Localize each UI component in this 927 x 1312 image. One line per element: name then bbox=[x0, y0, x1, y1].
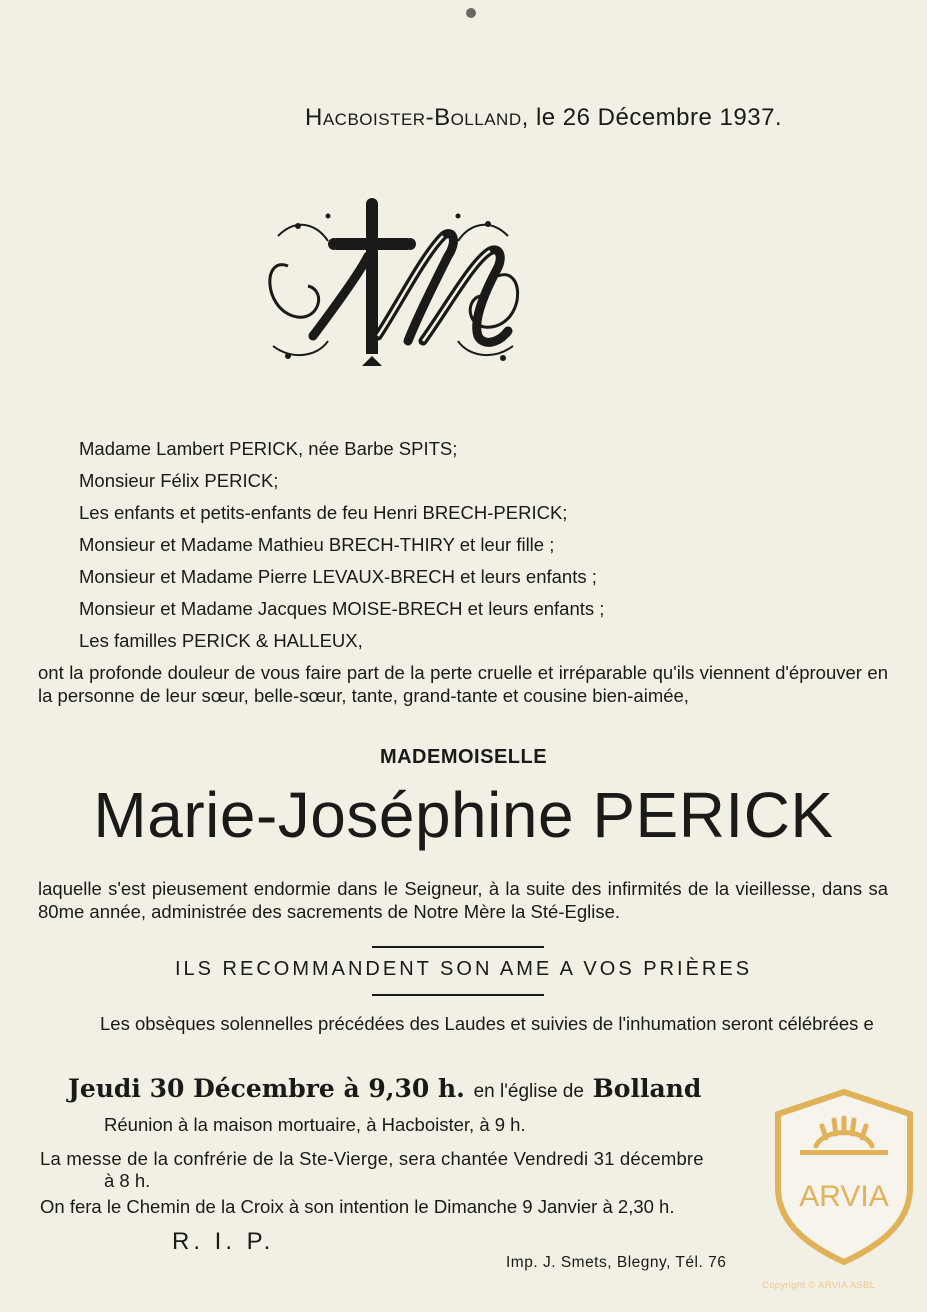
divider-top bbox=[372, 946, 544, 948]
family-line-3: Les enfants et petits-enfants de feu Henri BRECH-PERICK; bbox=[79, 502, 568, 523]
death-paragraph: laquelle s'est pieusement endormie dans le Seigneur, à la suite des infirmités de la vieillesse, dans sa 80me année, administrée des sacrements de Notre Mère la Sté-Eglise. bbox=[38, 878, 888, 922]
divider-bottom bbox=[372, 994, 544, 996]
funeral-intro: Les obsèques solennelles précédées des Laudes et suivies de l'inhumation seront célébrées e bbox=[100, 1013, 874, 1034]
chemin-line: On fera le Chemin de la Croix à son intention le Dimanche 9 Janvier à 2,30 h. bbox=[40, 1196, 675, 1217]
church-prefix: en l'église de bbox=[473, 1081, 584, 1102]
funeral-date bbox=[68, 1074, 701, 1103]
header-day: le 26 Décembre 1937. bbox=[535, 104, 783, 131]
mass-line-2: à 8 h. bbox=[104, 1170, 151, 1191]
family-line-4: Monsieur et Madame Mathieu BRECH-THIRY et leur fille ; bbox=[79, 534, 555, 555]
meeting-line: Réunion à la maison mortuaire, à Hacboister, à 9 h. bbox=[104, 1114, 526, 1135]
deceased-name: Marie-Joséphine PERICK bbox=[93, 779, 834, 851]
church-name: Bolland bbox=[592, 1074, 702, 1103]
rip: R. I. P. bbox=[172, 1228, 275, 1255]
family-line-2: Monsieur Félix PERICK; bbox=[79, 470, 279, 491]
header-place: Hacboister-Bolland, bbox=[305, 104, 529, 131]
family-line-6: Monsieur et Madame Jacques MOISE-BRECH et leurs enfants ; bbox=[79, 598, 605, 619]
header-date bbox=[305, 104, 782, 132]
deceased-title: MADEMOISELLE bbox=[379, 746, 548, 768]
funeral-date-bold: Jeudi 30 Décembre à 9,30 h. bbox=[68, 1074, 465, 1103]
family-line-1: Madame Lambert PERICK, née Barbe SPITS; bbox=[79, 438, 458, 459]
family-line-5: Monsieur et Madame Pierre LEVAUX-BRECH et leurs enfants ; bbox=[79, 566, 597, 587]
watermark-brand: ARVIA bbox=[799, 1180, 889, 1213]
announcement-paragraph: ont la profonde douleur de vous faire part de la perte cruelle et irréparable qu'ils viennent d'éprouver en la personne de leur sœur, belle-sœur, tante, grand-tante et cousine bien-aimée, bbox=[38, 662, 888, 706]
recommendation: ILS RECOMMANDENT SON AME A VOS PRIÈRES bbox=[174, 958, 753, 980]
family-line-7: Les familles PERICK & HALLEUX, bbox=[79, 630, 363, 651]
cross-monogram-icon bbox=[258, 196, 528, 371]
arvia-watermark-icon bbox=[770, 1088, 918, 1266]
mass-line-1: La messe de la confrérie de la Ste-Vierge, sera chantée Vendredi 31 décembre bbox=[40, 1148, 704, 1169]
printer-credit: Imp. J. Smets, Blegny, Tél. 76 bbox=[506, 1254, 727, 1271]
watermark-copyright: Copyright © ARVIA ASBL bbox=[762, 1280, 876, 1291]
pin-hole bbox=[466, 8, 476, 18]
